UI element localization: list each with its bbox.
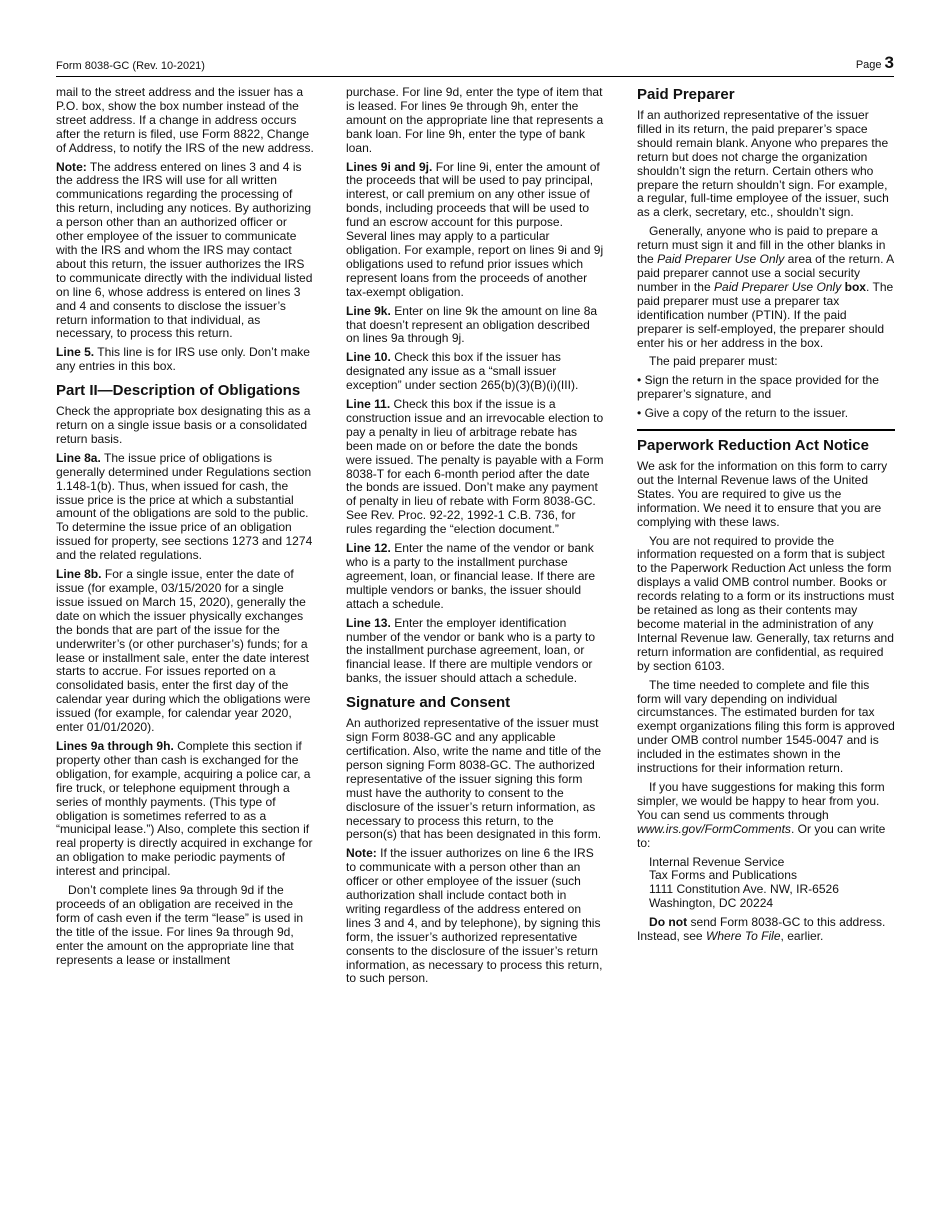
- line-label: Line 8b.: [56, 567, 102, 582]
- line-12-paragraph: [346, 542, 604, 612]
- line-label: Line 13.: [346, 615, 391, 630]
- line-text: This line is for IRS use only. Don’t make any entries in this box.: [56, 345, 310, 374]
- signature-heading: Signature and Consent: [346, 694, 511, 712]
- line-text: For a single issue, enter the date of issue (for example, 03/15/2020 for a single issue issued on March 15, 2020), generally the date on which the issuer physically exchanges the bonds that are part of the issue for the underwriter’s (or other purchaser’s) funds; for a lease or installment sale, enter the date interest starts to accrue. For issues reported on a consolidated basis, enter the first day of the calendar year during which the obligations were issued (for example, for calendar year 2020, enter 01/01/2020).: [56, 567, 311, 735]
- italic-text: Paid Preparer Use Only: [657, 252, 785, 267]
- line-9i-9j-paragraph: [346, 161, 604, 300]
- column-1: [56, 86, 314, 972]
- line-text: Enter the name of the vendor or bank who is a party to the installment purchase agreement, loan, or financial lease. If there are multiple vendors or banks, the issuer should attach a schedule.: [346, 541, 596, 611]
- line-text: Enter on line 9k the amount on line 8a that doesn’t represent an obligation described on lines 9a through 9j.: [346, 303, 598, 346]
- italic-text: Paid Preparer Use Only: [714, 279, 842, 294]
- line-text: Enter the employer identification number of the vendor or bank who is a party to the installment purchase agreement, loan, or financial lease. If there are multiple vendors or banks, the issuer should attach a schedule.: [346, 615, 596, 686]
- address-line: Tax Forms and Publications: [649, 868, 797, 883]
- line-13-paragraph: [346, 617, 604, 687]
- line-label: Line 8a.: [56, 450, 101, 465]
- note-label: Note:: [346, 846, 377, 861]
- note-label: Note:: [56, 159, 87, 174]
- pra-heading: Paperwork Reduction Act Notice: [637, 437, 869, 455]
- line-text: For line 9i, enter the amount of the proceeds that will be used to pay principal, interest, or call premium on any other issue of bonds, including proceeds that will be used to fund an escrow account for this purpose. Several lines may apply to a particular obligation. For example, report on lines 9i and 9j obligations used to refund prior issues which represent loans from the proceeds of another tax-exempt obligation.: [346, 159, 604, 299]
- address-line: Internal Revenue Service: [649, 854, 785, 869]
- line-11-paragraph: [346, 398, 604, 537]
- page-header: [56, 54, 894, 77]
- bold-text: box: [844, 279, 867, 294]
- paid-preparer-heading: Paid Preparer: [637, 86, 735, 103]
- part-2-heading: Part II—Description of Obligations: [56, 382, 301, 400]
- text: send Form 8038-GC to this address. Instead, see: [637, 915, 886, 944]
- paragraph: [637, 225, 895, 350]
- bold-text: Do not: [649, 915, 688, 930]
- text: area of the return. A paid preparer cannot use a social security number in the: [637, 252, 894, 294]
- page-label: Page: [855, 59, 882, 71]
- paragraph: An authorized representative of the issuer must sign Form 8038-GC and any applicable certification. Also, write the name and title of the person signing Form 8038-GC. The authorized representative of the issuer signing this form must have the authority to consent to the disclosure of the issuer’s return information, as necessary to process this return, to the person(s) that has been designated in this form.: [346, 716, 602, 842]
- paragraph: Don’t complete lines 9a through 9d if the proceeds of an obligation are received in the form of cash even if the term “lease” is used in the title of the issue. For lines 9a through 9d, enter the amount on the appropriate line that represents a lease or installment: [56, 883, 304, 967]
- note-paragraph: [346, 847, 604, 986]
- comments-url: www.irs.gov/FormComments: [637, 821, 791, 836]
- paragraph: mail to the street address and the issuer has a P.O. box, show the box number instead of the street address. If a change in address occurs after the return is filed, use Form 8822, Change of Address, to notify the IRS of the new address.: [56, 85, 314, 155]
- paragraph: [637, 916, 895, 944]
- line-text: Complete this section if property other than cash is exchanged for the obligation, for example, acquiring a police car, a fire truck, or telephone equipment through a series of monthly payments. (This type of obligation is sometimes referred to as a “municipal lease.”) Also, complete this section if real property is directly acquired in exchange for an obligation to make periodic payments of interest and principal.: [56, 738, 313, 879]
- paragraph: We ask for the information on this form to carry out the Internal Revenue laws of the United States. You are required to give us the information. We need it to ensure that you are complying with these laws.: [637, 459, 888, 529]
- text: . The paid preparer must use a preparer tax identification number (PTIN). If the paid preparer is self-employed, the preparer should enter his or her address in the box.: [637, 279, 894, 350]
- paragraph: You are not required to provide the information requested on a form that is subject to the Paperwork Reduction Act unless the form displays a valid OMB control number. Books or records relating to a form or its instructions must be retained as long as their contents may become material in the administration of any Internal Revenue law. Generally, tax returns and return information are confidential, as required by section 6103.: [637, 533, 895, 673]
- note-paragraph: [56, 161, 314, 342]
- line-5-paragraph: [56, 346, 314, 374]
- note-text: If the issuer authorizes on line 6 the IRS to communicate with a person other than an officer or other employee of the issuer (such authorization shall include contact both in writing regardless of the address entered on lines 3 and 4, and by telephone), by signing this form, the issuer’s authorized representative consents to the disclosure of the issuer’s return information, as necessary to process this return, to such person.: [346, 846, 603, 986]
- line-9a-9h-paragraph: [56, 740, 314, 879]
- paragraph: [637, 781, 895, 851]
- line-8a-paragraph: [56, 452, 314, 563]
- note-text: The address entered on lines 3 and 4 is the address the IRS will use for all written communications regarding the processing of this return, including any notices. By authorizing a person other than an authorized officer or other employee of the issuer to communicate with the IRS and whom the IRS may contact about this return, the issuer authorizes the IRS to communicate directly with the individual listed on line 6, whose address is entered on lines 3 and 4 and consents to disclose the issuer’s return information to that individual, as necessary, to process this return.: [56, 159, 313, 341]
- line-label: Line 10.: [346, 350, 391, 365]
- page-number: 3: [884, 53, 894, 72]
- page-indicator: [856, 53, 894, 73]
- line-9k-paragraph: [346, 305, 604, 347]
- line-8b-paragraph: [56, 568, 314, 735]
- address-line: 1111 Constitution Ave. NW, IR-6526: [649, 882, 839, 897]
- address-line: Washington, DC 20224: [649, 896, 774, 911]
- text: , earlier.: [780, 929, 824, 944]
- bullet-item: • Sign the return in the space provided for the preparer’s signature, and: [637, 373, 879, 402]
- text: Generally, anyone who is paid to prepare a return must sign it and fill in the other blanks in the: [637, 224, 886, 267]
- mailing-address: [637, 856, 895, 912]
- paragraph: purchase. For line 9d, enter the type of item that is leased. For lines 9e through 9h, enter the amount on the appropriate line that represents a bank loan. For line 9h, enter the type of bank loan.: [346, 85, 604, 155]
- italic-text: Where To File: [705, 929, 781, 944]
- column-3: [637, 86, 895, 949]
- form-label: Form 8038-GC (Rev. 10-2021): [56, 60, 205, 72]
- column-2: [346, 86, 604, 991]
- line-label: Lines 9i and 9j.: [346, 159, 433, 174]
- line-label: Line 9k.: [346, 303, 391, 318]
- line-10-paragraph: [346, 351, 604, 393]
- line-label: Line 5.: [56, 345, 95, 360]
- line-text: The issue price of obligations is generally determined under Regulations section 1.148-1(b). Thus, when issued for cash, the issue price is the price at which a substantial amount of the obligations are sold to the public. To determine the issue price of an obligation issued for property, see sections 1273 and 1274 and the related regulations.: [56, 450, 313, 563]
- line-label: Line 12.: [346, 541, 391, 556]
- section-divider: [637, 429, 895, 431]
- line-label: Lines 9a through 9h.: [56, 738, 174, 753]
- line-text: Check this box if the issuer has designated any issue as a “small issuer exception” under section 265(b)(3)(B)(i)(III).: [346, 350, 579, 393]
- paragraph: Check the appropriate box designating this as a return on a single issue basis or a consolidated return basis.: [56, 404, 311, 446]
- paragraph: The paid preparer must:: [649, 354, 778, 369]
- paragraph: If an authorized representative of the issuer filled in its return, the paid preparer’s space should remain blank. Anyone who prepares the return but does not charge the organization shouldn’t sign the return. Certain others who prepare the return shouldn’t sign. For example, a regular, full-time employee of the issuer, such as a clerk, secretary, etc., shouldn’t sign.: [637, 108, 889, 220]
- line-label: Line 11.: [346, 397, 391, 412]
- text: . Or you can write to:: [637, 821, 886, 850]
- bullet-item: • Give a copy of the return to the issuer.: [637, 406, 849, 421]
- text: If you have suggestions for making this form simpler, we would be happy to hear from you. You can send us comments through: [637, 779, 885, 822]
- paragraph: The time needed to complete and file this form will vary depending on individual circumstances. The estimated burden for tax exempt organizations filing this form is approved under OMB control number 1545-0047 and is included in the estimates shown in the instructions for their information return.: [637, 677, 895, 776]
- line-text: Check this box if the issue is a construction issue and an irrevocable election to pay a penalty in lieu of arbitrage rebate has been made on or before the date the bonds were issued. The penalty is payable with a Form 8038-T for each 6-month period after the date the bonds are issued. Don’t make any payment of penalty in lieu of rebate with Form 8038-GC. See Rev. Proc. 92-22, 1992-1 C.B. 736, for rules regarding the “election document.”: [346, 397, 604, 537]
